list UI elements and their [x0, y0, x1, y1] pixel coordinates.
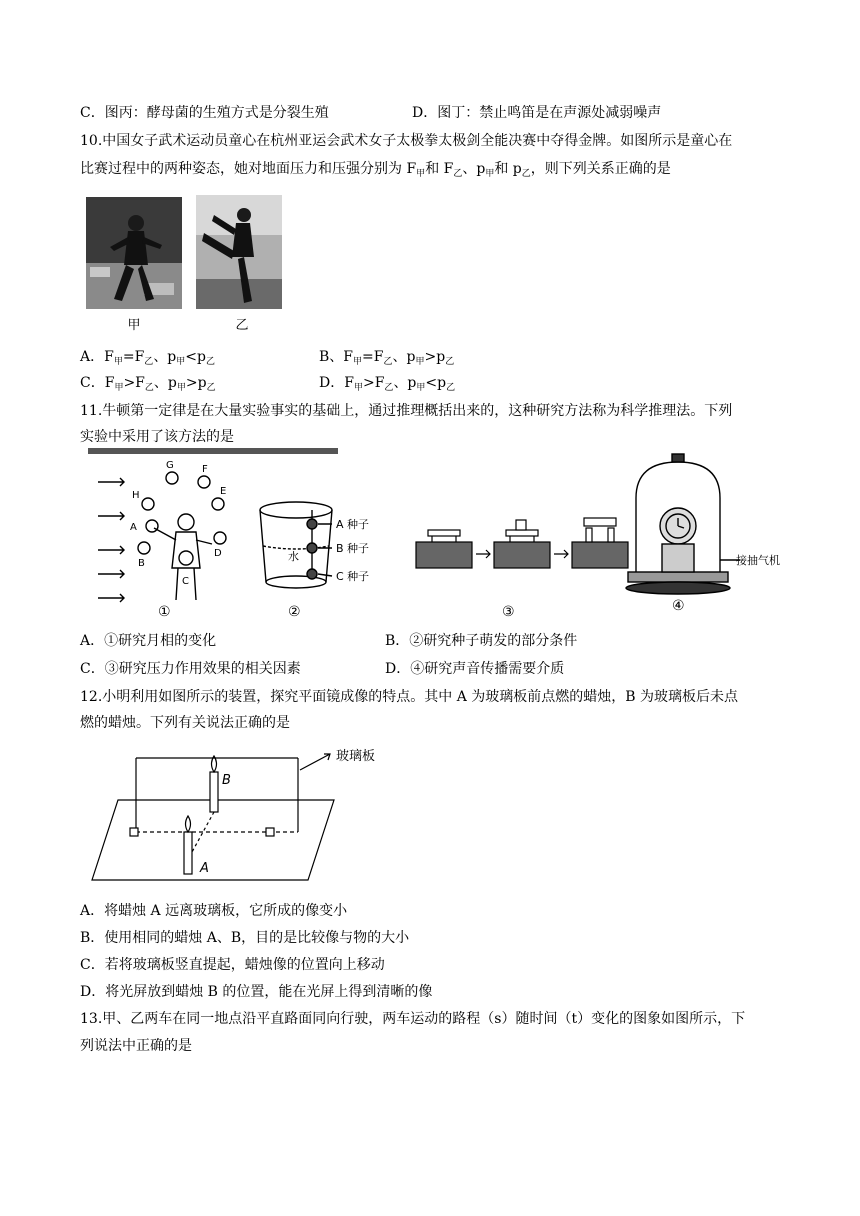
pump-label: 接抽气机 [736, 554, 780, 567]
label-yi: 乙 [235, 318, 249, 333]
q12-option-a: A．将蜡烛 A 远离玻璃板，它所成的像变小 [80, 903, 348, 919]
fig-num-3: ③ [502, 604, 515, 620]
q13-stem-line2: 列说法中正确的是 [80, 1038, 192, 1054]
q11-stem-line1: 11.牛顿第一定律是在大量实验事实的基础上，通过推理概括出来的，这种研究方法称为科学推理法。下列 [80, 403, 733, 419]
seed-b-label: B 种子 [336, 542, 370, 555]
q12-option-c: C．若将玻璃板竖直提起，蜡烛像的位置向上移动 [80, 957, 385, 973]
seed-c-label: C 种子 [336, 570, 370, 583]
glass-arrow [300, 754, 330, 770]
fig-moon-phases [98, 472, 226, 602]
seed-a-label: A 种子 [336, 518, 370, 531]
q10-stem-line2: 比赛过程中的两种姿态，她对地面压力和压强分别为 $F_甲$和 $F_乙$、$p_甲$和 $p_乙$，则下列关系正确的是 [80, 161, 671, 179]
fig-pressure-effect [416, 518, 628, 568]
photo-jia [86, 197, 182, 309]
q11-option-d: D．④研究声音传播需要介质 [385, 661, 565, 677]
fig-bell-jar [626, 454, 740, 594]
moon-letter-h: H [132, 490, 140, 501]
q12-stem-line1: 12.小明利用如图所示的装置，探究平面镜成像的特点。其中 A 为玻璃板前点燃的蜡烛，B 为玻璃板后未点 [80, 689, 739, 705]
q11-figure [80, 448, 790, 620]
q10-option-d: D．$F_甲>F_乙$、$p_甲<p_乙$ [319, 375, 456, 393]
candle-a-label: A [200, 861, 209, 876]
q10-option-b: B、$F_甲=F_乙$、$p_甲>p_乙$ [319, 349, 455, 367]
candle-b [210, 772, 218, 812]
moon-letter-g: G [166, 460, 174, 471]
candle-a [184, 832, 192, 874]
q12-stem-line2: 燃的蜡烛。下列有关说法正确的是 [80, 715, 290, 731]
q9-option-d: D．图丁：禁止鸣笛是在声源处减弱噪声 [412, 105, 662, 121]
glass-label: 玻璃板 [336, 749, 376, 764]
q10-option-a: A．$F_甲=F_乙$、$p_甲<p_乙$ [80, 349, 216, 367]
q11-stem-line2: 实验中采用了该方法的是 [80, 429, 234, 445]
label-jia: 甲 [127, 318, 141, 333]
fig-seed-beaker [260, 502, 332, 588]
moon-letter-f: F [202, 464, 208, 475]
q10-option-c: C．$F_甲>F_乙$、$p_甲>p_乙$ [80, 375, 216, 393]
q11-option-b: B．②研究种子萌发的部分条件 [385, 633, 578, 649]
moon-letter-e: E [220, 486, 227, 497]
fig-num-1: ① [158, 604, 171, 620]
q12-figure [88, 740, 388, 888]
q12-option-d: D．将光屏放到蜡烛 B 的位置，能在光屏上得到清晰的像 [80, 984, 433, 1000]
photo-yi [196, 195, 282, 309]
fig-num-4: ④ [672, 598, 685, 614]
q13-stem-line1: 13.甲、乙两车在同一地点沿平直路面同向行驶，两车运动的路程（s）随时间（t）变化的图象如图所示，下 [80, 1011, 746, 1027]
q9-option-c: C．图丙：酵母菌的生殖方式是分裂生殖 [80, 105, 329, 121]
fig-num-2: ② [288, 604, 301, 620]
q11-option-a: A．①研究月相的变化 [80, 633, 217, 649]
moon-letter-a: A [130, 522, 137, 533]
q12-option-b: B．使用相同的蜡烛 A、B，目的是比较像与物的大小 [80, 930, 410, 946]
q11-option-c: C．③研究压力作用效果的相关因素 [80, 661, 301, 677]
q10-stem-line1: 10.中国女子武术运动员童心在杭州亚运会武术女子太极拳太极剑全能决赛中夺得金牌。如图所示是童心在 [80, 133, 733, 149]
q10-figure [84, 193, 294, 335]
water-label: 水 [288, 550, 299, 563]
moon-letter-c: C [182, 576, 189, 587]
candle-b-label: B [222, 773, 231, 788]
moon-letter-d: D [214, 548, 222, 559]
moon-letter-b: B [138, 558, 145, 569]
